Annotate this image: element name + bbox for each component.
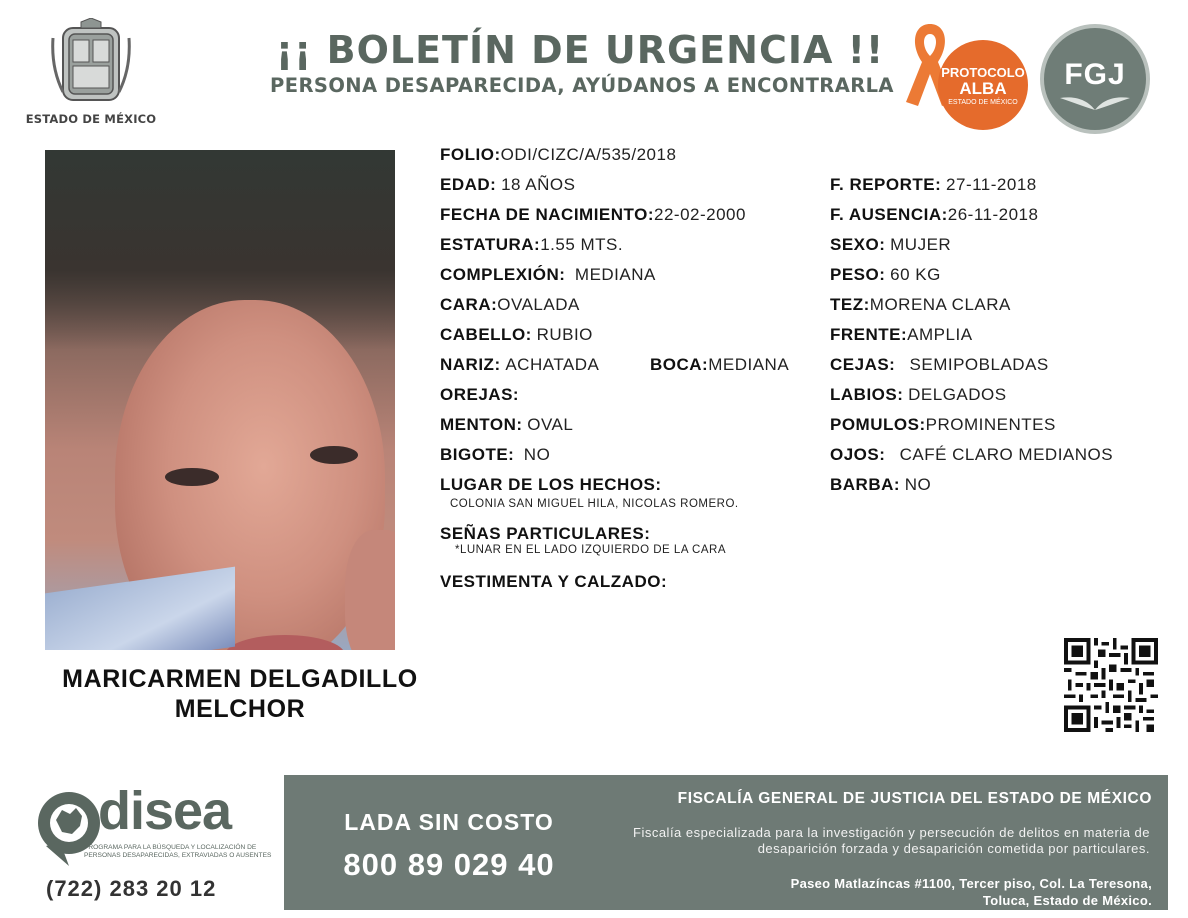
field-tez: TEZ:MORENA CLARA bbox=[830, 295, 1011, 314]
address-line-1: Paseo Matlazíncas #1100, Tercer piso, Col. La Teresona, bbox=[790, 876, 1152, 891]
alba-line2: ALBA bbox=[959, 79, 1007, 98]
odisea-logo bbox=[30, 781, 280, 906]
field-estatura: ESTATURA:1.55 MTS. bbox=[440, 235, 624, 254]
field-frente: FRENTE:AMPLIA bbox=[830, 325, 973, 344]
field-peso: PESO: 60 KG bbox=[830, 265, 941, 284]
wings-icon bbox=[1060, 94, 1130, 112]
state-caption: ESTADO DE MÉXICO bbox=[25, 112, 157, 126]
odisea-description: PROGRAMA PARA LA BÚSQUEDA Y LOCALIZACIÓN DE PERSONAS DESAPARECIDAS, EXTRAVIADAS O AUSENTES bbox=[84, 844, 272, 859]
field-lugar-hechos: LUGAR DE LOS HECHOS: bbox=[440, 475, 662, 494]
missing-person-photo bbox=[45, 150, 395, 650]
field-labios: LABIOS: DELGADOS bbox=[830, 385, 1007, 404]
field-ojos: OJOS: CAFÉ CLARO MEDIANOS bbox=[830, 445, 1114, 464]
alba-line3: ESTADO DE MÉXICO bbox=[948, 99, 1018, 106]
person-name: MARICARMEN DELGADILLO MELCHOR bbox=[62, 665, 418, 723]
lugar-hechos-value: COLONIA SAN MIGUEL HILA, NICOLAS ROMERO. bbox=[450, 498, 739, 510]
field-bigote: BIGOTE: NO bbox=[440, 445, 551, 464]
fgj-seal bbox=[1040, 24, 1150, 134]
alba-line1: PROTOCOLO bbox=[941, 65, 1025, 80]
qr-code-icon[interactable] bbox=[1064, 638, 1158, 732]
agency-address bbox=[632, 875, 1152, 909]
field-vestimenta: VESTIMENTA Y CALZADO: bbox=[440, 572, 668, 591]
protocolo-alba-logo bbox=[900, 22, 1032, 132]
coat-of-arms-icon bbox=[51, 18, 131, 106]
agency-name: FISCALÍA GENERAL DE JUSTICIA DEL ESTADO DE MÉXICO bbox=[677, 790, 1152, 807]
page-title: ¡¡ BOLETÍN DE URGENCIA !! bbox=[275, 28, 885, 72]
senas-particulares-value: *LUNAR EN EL LADO IZQUIERDO DE LA CARA bbox=[455, 544, 727, 556]
field-sexo: SEXO: MUJER bbox=[830, 235, 952, 254]
field-fecha-nacimiento: FECHA DE NACIMIENTO:22-02-2000 bbox=[440, 205, 746, 224]
field-fecha-ausencia: F. AUSENCIA:26-11-2018 bbox=[830, 205, 1039, 224]
fgj-letters: FGJ bbox=[1064, 58, 1126, 91]
toll-free-number[interactable]: 800 89 029 40 bbox=[343, 847, 555, 882]
field-senas-particulares: SEÑAS PARTICULARES: bbox=[440, 524, 651, 543]
address-line-2: Toluca, Estado de México. bbox=[982, 893, 1152, 908]
field-cara: CARA:OVALADA bbox=[440, 295, 580, 314]
agency-description: Fiscalía especializada para la investigación y persecución de delitos en materia de desaparición forzada y desaparición cometida por particulares. bbox=[633, 825, 1150, 856]
field-cabello: CABELLO: RUBIO bbox=[440, 325, 593, 344]
field-pomulos: POMULOS:PROMINENTES bbox=[830, 415, 1056, 434]
odisea-phone[interactable]: (722) 283 20 12 bbox=[46, 876, 217, 901]
field-orejas: OREJAS: bbox=[440, 385, 520, 404]
field-boca: BOCA:MEDIANA bbox=[650, 355, 790, 374]
field-menton: MENTON: OVAL bbox=[440, 415, 574, 434]
field-complexion: COMPLEXIÓN: MEDIANA bbox=[440, 265, 656, 284]
field-barba: BARBA: NO bbox=[830, 475, 932, 494]
page-subtitle: PERSONA DESAPARECIDA, AYÚDANOS A ENCONTRARLA bbox=[270, 74, 894, 97]
field-nariz: NARIZ: ACHATADA bbox=[440, 355, 600, 374]
field-edad: EDAD: 18 AÑOS bbox=[440, 175, 576, 194]
field-cejas: CEJAS: SEMIPOBLADAS bbox=[830, 355, 1049, 374]
field-folio: FOLIO:ODI/CIZC/A/535/2018 bbox=[440, 145, 677, 164]
odisea-wordmark: disea bbox=[98, 781, 232, 841]
field-fecha-reporte: F. REPORTE: 27-11-2018 bbox=[830, 175, 1037, 194]
estado-de-mexico-logo bbox=[24, 18, 158, 126]
contact-band bbox=[284, 775, 1168, 910]
lada-sin-costo-label: LADA SIN COSTO bbox=[344, 809, 554, 835]
